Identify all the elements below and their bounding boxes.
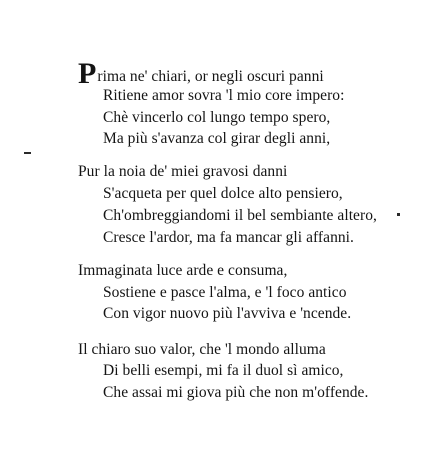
- verse-line: Cresce l'ardor, ma fa mancar gli affanni.: [103, 229, 354, 246]
- verse-line: Con vigor nuovo più l'avviva e 'ncende.: [103, 305, 352, 322]
- verse-line: Ma più s'avanza col girar degli anni,: [103, 130, 331, 147]
- drop-cap: P: [78, 57, 97, 90]
- margin-mark: [397, 213, 400, 216]
- verse-line: Immaginata luce arde e consuma,: [78, 262, 288, 279]
- verse-line: Ch'ombreggiandomi il bel sembiante altero,: [103, 207, 377, 224]
- verse-line: Chè vincerlo col lungo tempo spero,: [103, 109, 331, 126]
- verse-line: Che assai mi giova più che non m'offende.: [103, 384, 369, 401]
- verse-line: Pur la noia de' miei gravosi danni: [78, 163, 288, 180]
- verse-text: rima ne' chiari, or negli oscuri panni: [97, 68, 324, 85]
- margin-mark: [24, 152, 31, 154]
- verse-line: Di belli esempi, mi fa il duol sì amico,: [103, 362, 344, 379]
- verse-line: Ritiene amor sovra 'l mio core impero:: [103, 87, 345, 104]
- verse-line: Il chiaro suo valor, che 'l mondo alluma: [78, 341, 326, 358]
- verse-line: [78, 57, 324, 90]
- verse-line: Sostiene e pasce l'alma, e 'l foco antico: [103, 284, 347, 301]
- verse-line: S'acqueta per quel dolce alto pensiero,: [103, 185, 343, 202]
